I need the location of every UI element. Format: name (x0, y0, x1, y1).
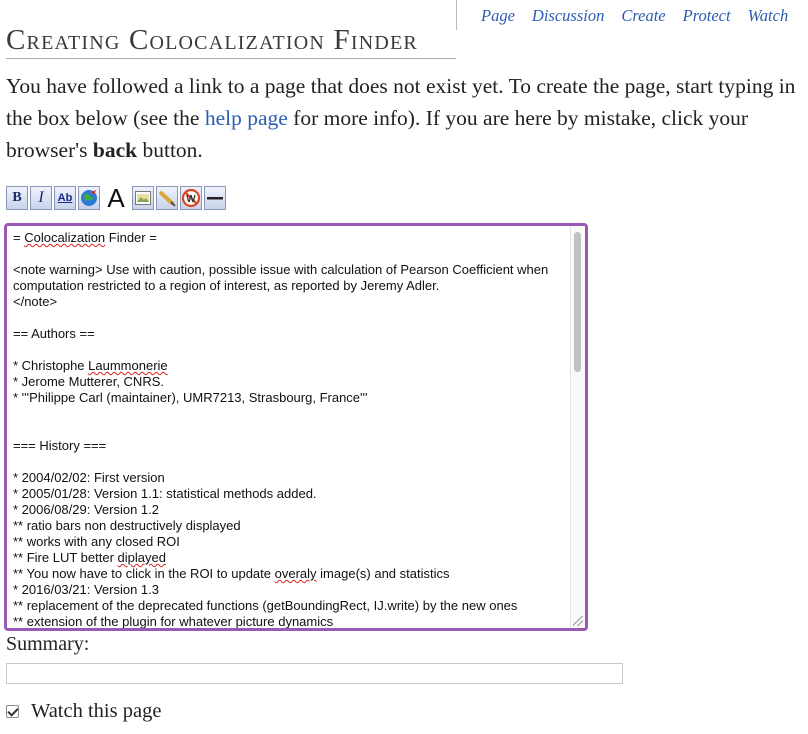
intro-text-after: button. (137, 138, 203, 162)
edit-textarea[interactable] (4, 223, 588, 631)
intro-text-before: You have followed a link to a page that does not exist yet. To create the page, start typing in the box below (see the (6, 74, 796, 130)
image-button[interactable] (132, 186, 154, 210)
textarea-scroll-thumb[interactable] (574, 232, 581, 372)
tab-protect[interactable]: Protect (682, 6, 731, 25)
horizontal-line-button[interactable] (204, 186, 226, 210)
intro-text (6, 70, 796, 166)
external-link-button[interactable] (78, 186, 100, 210)
bold-button[interactable]: B (6, 186, 28, 210)
back-word: back (92, 138, 138, 162)
tab-discussion[interactable]: Discussion (531, 6, 605, 25)
resize-grip-icon[interactable] (573, 616, 583, 626)
horizontal-line-icon (206, 195, 224, 201)
summary-input[interactable] (6, 663, 623, 684)
watch-label: Watch this page (31, 700, 162, 722)
help-page-link[interactable]: help page (204, 106, 288, 130)
globe-icon (80, 189, 98, 207)
textarea-scrollbar[interactable] (570, 226, 585, 628)
pencil-icon (158, 189, 176, 207)
summary-label: Summary: (6, 633, 90, 655)
watch-option[interactable] (6, 700, 161, 723)
tab-create[interactable]: Create (621, 6, 666, 25)
intro-text-middle: for more info). If you are here by mistake, click your browser's (6, 106, 749, 162)
italic-button[interactable]: I (30, 186, 52, 210)
internal-link-button[interactable]: Ab (54, 186, 76, 210)
edit-textarea-content[interactable]: = Colocalization Finder = <note warning> Use with caution, possible issue with calculation of Pearson Coefficient when computation restricted to a region of interest, as reported by Jeremy Adler. </note> == Authors == * Christophe Laummonerie * Jerome Mutterer, CNRS. * '''Philippe Carl (maintainer), UMR7213, Strasbourg, France''' === History === * 2004/02/02: First version * 2005/01/28: Version 1.1: statistical methods added. * 2006/08/29: Version 1.2 ** ratio bars non destructively displayed ** works with any closed ROI ** Fire LUT better diplayed ** You now have to click in the ROI to update overaly image(s) and statistics * 2016/03/21: Version 1.3 ** replacement of the deprecated functions (getBoundingRect, IJ.write) by the new ones ** extension of the plugin for whatever picture dynamics (13, 230, 549, 629)
image-icon (135, 191, 151, 205)
svg-text:W: W (186, 194, 196, 205)
edit-toolbar (6, 182, 228, 214)
tab-watch[interactable]: Watch (747, 6, 789, 25)
headline-button[interactable]: A (102, 186, 130, 210)
page-title: Creating Colocalization Finder (6, 22, 456, 59)
nowiki-button[interactable] (180, 186, 202, 210)
no-wiki-icon (181, 188, 201, 208)
media-button[interactable] (156, 186, 178, 210)
tab-page[interactable]: Page (481, 6, 515, 25)
page-tabs (456, 0, 788, 30)
watch-checkbox[interactable] (6, 705, 19, 718)
